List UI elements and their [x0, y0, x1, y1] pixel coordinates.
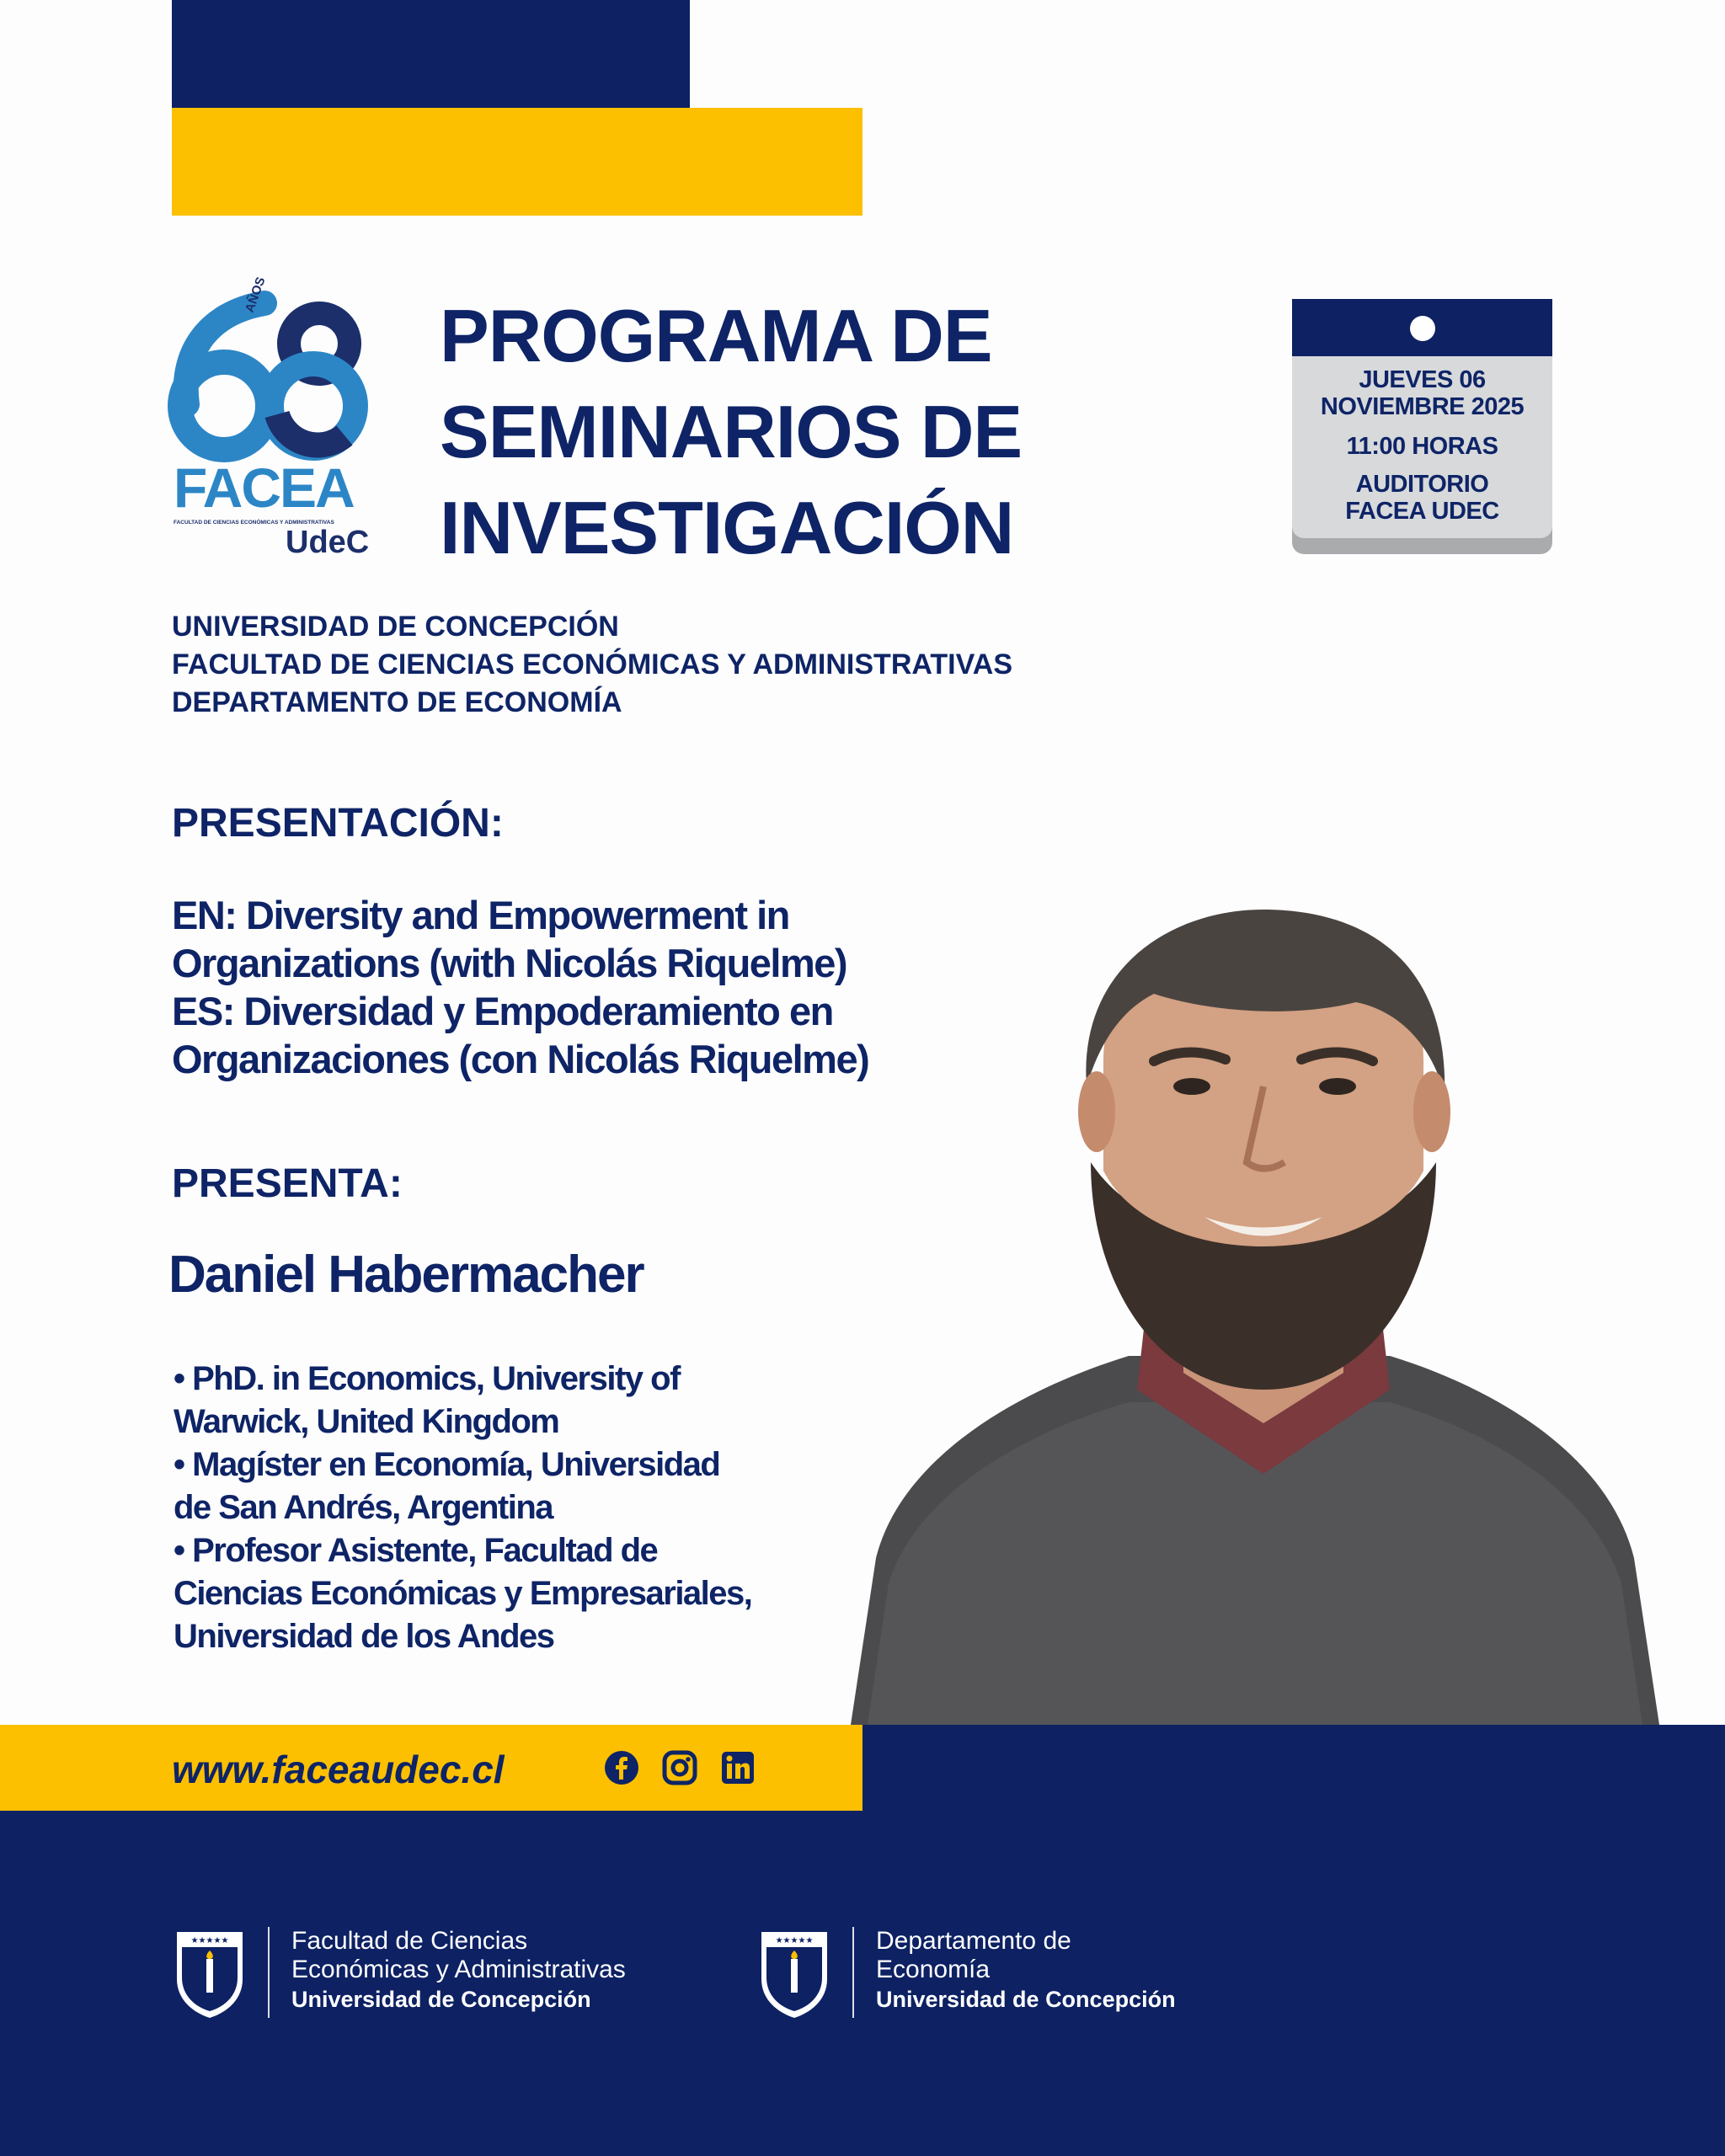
brand-line: Económicas y Administrativas: [291, 1956, 626, 1983]
svg-text:UdeC: UdeC: [286, 525, 370, 560]
presentation-topic: [172, 891, 868, 1083]
speaker-bio: [174, 1358, 751, 1658]
udec-crest-icon: [758, 1929, 830, 2020]
svg-text:★★★★★: ★★★★★: [775, 1936, 814, 1945]
brand-university: Universidad de Concepción: [876, 1987, 1176, 2012]
brand-line: Departamento de: [876, 1927, 1071, 1955]
event-day: JUEVES 06: [1359, 366, 1486, 393]
svg-text:FACEA: FACEA: [174, 456, 354, 519]
title-line-2: SEMINARIOS DE: [440, 390, 1023, 473]
bio-line: • Magíster en Economía, Universidad: [174, 1446, 720, 1483]
title-line-3: INVESTIGACIÓN: [440, 486, 1014, 569]
svg-text:AÑOS: AÑOS: [242, 275, 269, 315]
header-yellow-bar: [172, 108, 862, 216]
topic-line: Organizaciones (con Nicolás Riquelme): [172, 1037, 869, 1081]
presentation-heading: PRESENTACIÓN:: [172, 801, 504, 846]
bio-line: • PhD. in Economics, University of: [174, 1360, 680, 1397]
website-link[interactable]: www.faceaudec.cl: [172, 1748, 505, 1791]
department-brand: [758, 1927, 1230, 2020]
title-line-1: PROGRAMA DE: [440, 294, 992, 377]
brand-line: Economía: [876, 1956, 991, 1983]
speaker-photo: [851, 918, 1659, 1725]
topic-line: EN: Diversity and Empowerment in: [172, 893, 789, 937]
faculty-name: FACULTAD DE CIENCIAS ECONÓMICAS Y ADMINISTRATIVAS: [172, 648, 1013, 680]
bio-line: Universidad de los Andes: [174, 1618, 554, 1655]
event-calendar-card: [1292, 299, 1552, 554]
header-navy-bar: [172, 0, 690, 108]
bio-line: de San Andrés, Argentina: [174, 1489, 553, 1526]
topic-line: Organizations (with Nicolás Riquelme): [172, 941, 847, 985]
event-venue-2: FACEA UDEC: [1345, 498, 1499, 525]
bio-line: Warwick, United Kingdom: [174, 1403, 559, 1440]
svg-text:FACULTAD DE CIENCIAS ECONÓMICA: FACULTAD DE CIENCIAS ECONÓMICAS Y ADMINISTRATIVAS: [174, 520, 334, 526]
presenter-heading: PRESENTA:: [172, 1161, 403, 1206]
calendar-ring-icon: [1410, 316, 1435, 341]
faculty-brand: [174, 1927, 645, 2020]
facebook-icon[interactable]: [604, 1750, 639, 1785]
brand-line: Facultad de Ciencias: [291, 1927, 528, 1955]
event-date: NOVIEMBRE 2025: [1320, 393, 1525, 420]
linkedin-icon[interactable]: [720, 1750, 756, 1785]
instagram-icon[interactable]: [662, 1750, 697, 1785]
institution-block: [172, 608, 1012, 722]
department-name: DEPARTAMENTO DE ECONOMÍA: [172, 686, 622, 718]
topic-line: ES: Diversidad y Empoderamiento en: [172, 989, 833, 1033]
event-venue: AUDITORIO: [1355, 471, 1489, 498]
bio-line: • Profesor Asistente, Facultad de: [174, 1532, 658, 1569]
svg-text:★★★★★: ★★★★★: [190, 1936, 229, 1945]
facea-68-logo: [172, 275, 370, 560]
bio-line: Ciencias Económicas y Empresariales,: [174, 1575, 752, 1612]
brand-university: Universidad de Concepción: [291, 1987, 591, 2012]
page-title: [440, 288, 1022, 576]
university-name: UNIVERSIDAD DE CONCEPCIÓN: [172, 611, 619, 643]
event-time: 11:00 HORAS: [1346, 433, 1498, 460]
speaker-name: Daniel Habermacher: [168, 1246, 644, 1304]
udec-crest-icon: [174, 1929, 246, 2020]
